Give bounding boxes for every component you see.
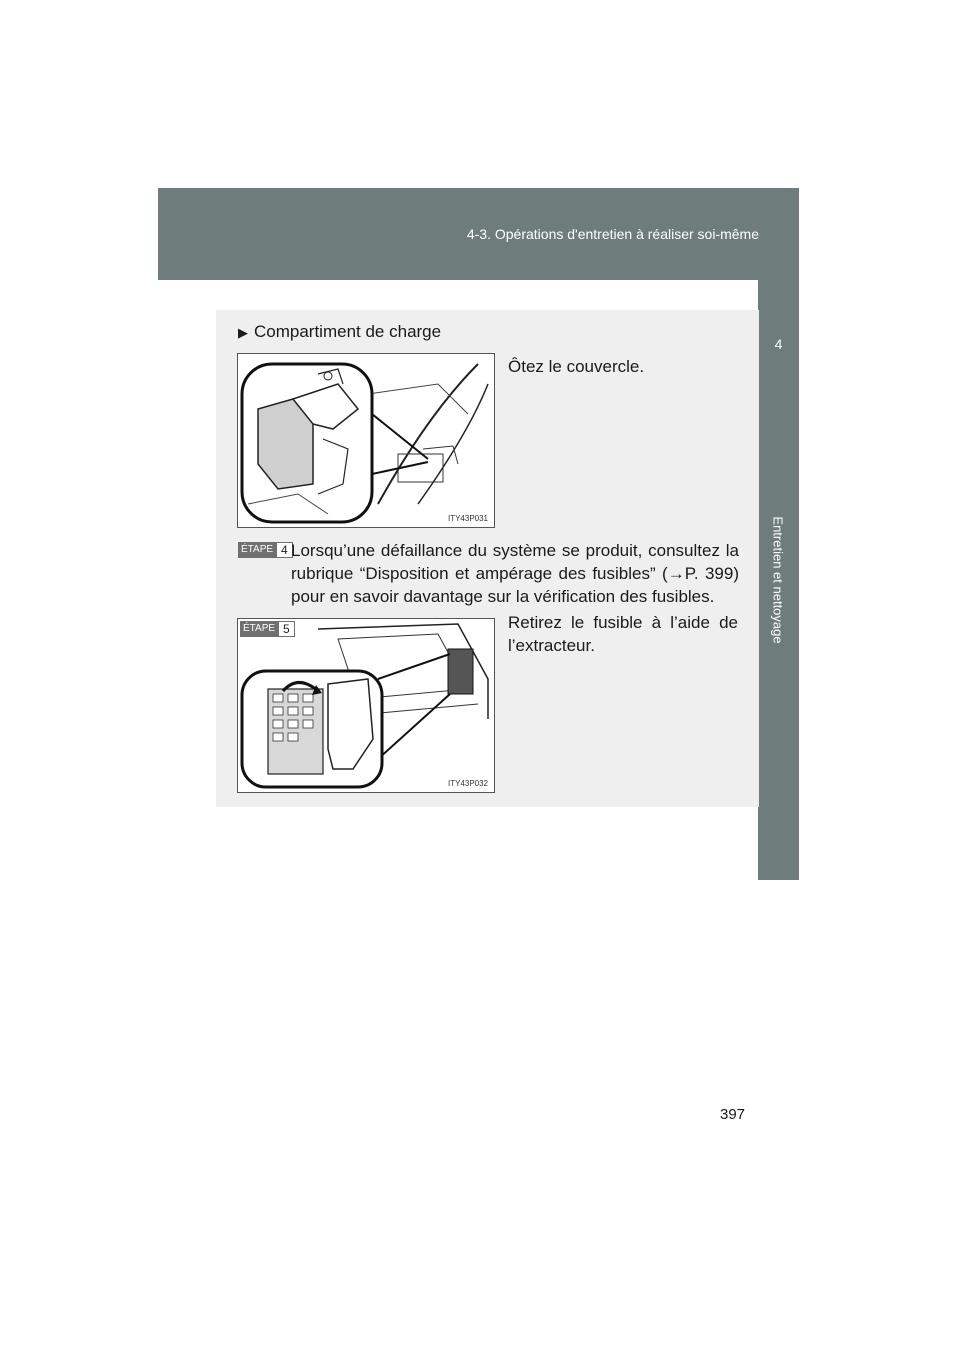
chapter-number: 4 bbox=[774, 336, 783, 352]
section-heading bbox=[238, 322, 441, 342]
step-number: 4 bbox=[276, 542, 293, 558]
step-number: 5 bbox=[278, 621, 295, 637]
step-5-text: Retirez le fusible à l’aide de l’extracteur. bbox=[508, 613, 738, 655]
section-title: Compartiment de charge bbox=[254, 322, 442, 341]
chapter-section-title: 4-3. Opérations d'entretien à réaliser soi-même bbox=[466, 226, 759, 242]
cover-removal-drawing bbox=[238, 354, 494, 527]
fuse-extraction-drawing bbox=[238, 619, 494, 792]
page-number: 397 bbox=[720, 1106, 746, 1123]
chapter-header bbox=[158, 188, 799, 280]
step-label: ÉTAPE bbox=[240, 621, 278, 637]
figure1-caption: Ôtez le couvercle. bbox=[508, 357, 645, 376]
illustration-cover-removal bbox=[237, 353, 495, 528]
content-box bbox=[216, 310, 759, 807]
chapter-side-tab bbox=[758, 280, 799, 880]
step-4-text: Lorsqu’une défaillance du système se produit, consultez la rubrique “Disposition et ampérage des fusibles” (→P. 399) pour en savoir davantage sur la vérification des fusibles. bbox=[291, 541, 739, 606]
step-4-badge bbox=[238, 542, 293, 558]
figure-code: ITY43P032 bbox=[447, 779, 488, 788]
illustration-fuse-extraction bbox=[237, 618, 495, 793]
chapter-label: Entretien et nettoyage bbox=[770, 516, 786, 644]
figure-code: ITY43P031 bbox=[447, 514, 488, 523]
triangle-right-icon: ▶ bbox=[238, 325, 248, 340]
step-label: ÉTAPE bbox=[238, 542, 276, 558]
step-5-badge bbox=[240, 621, 295, 637]
